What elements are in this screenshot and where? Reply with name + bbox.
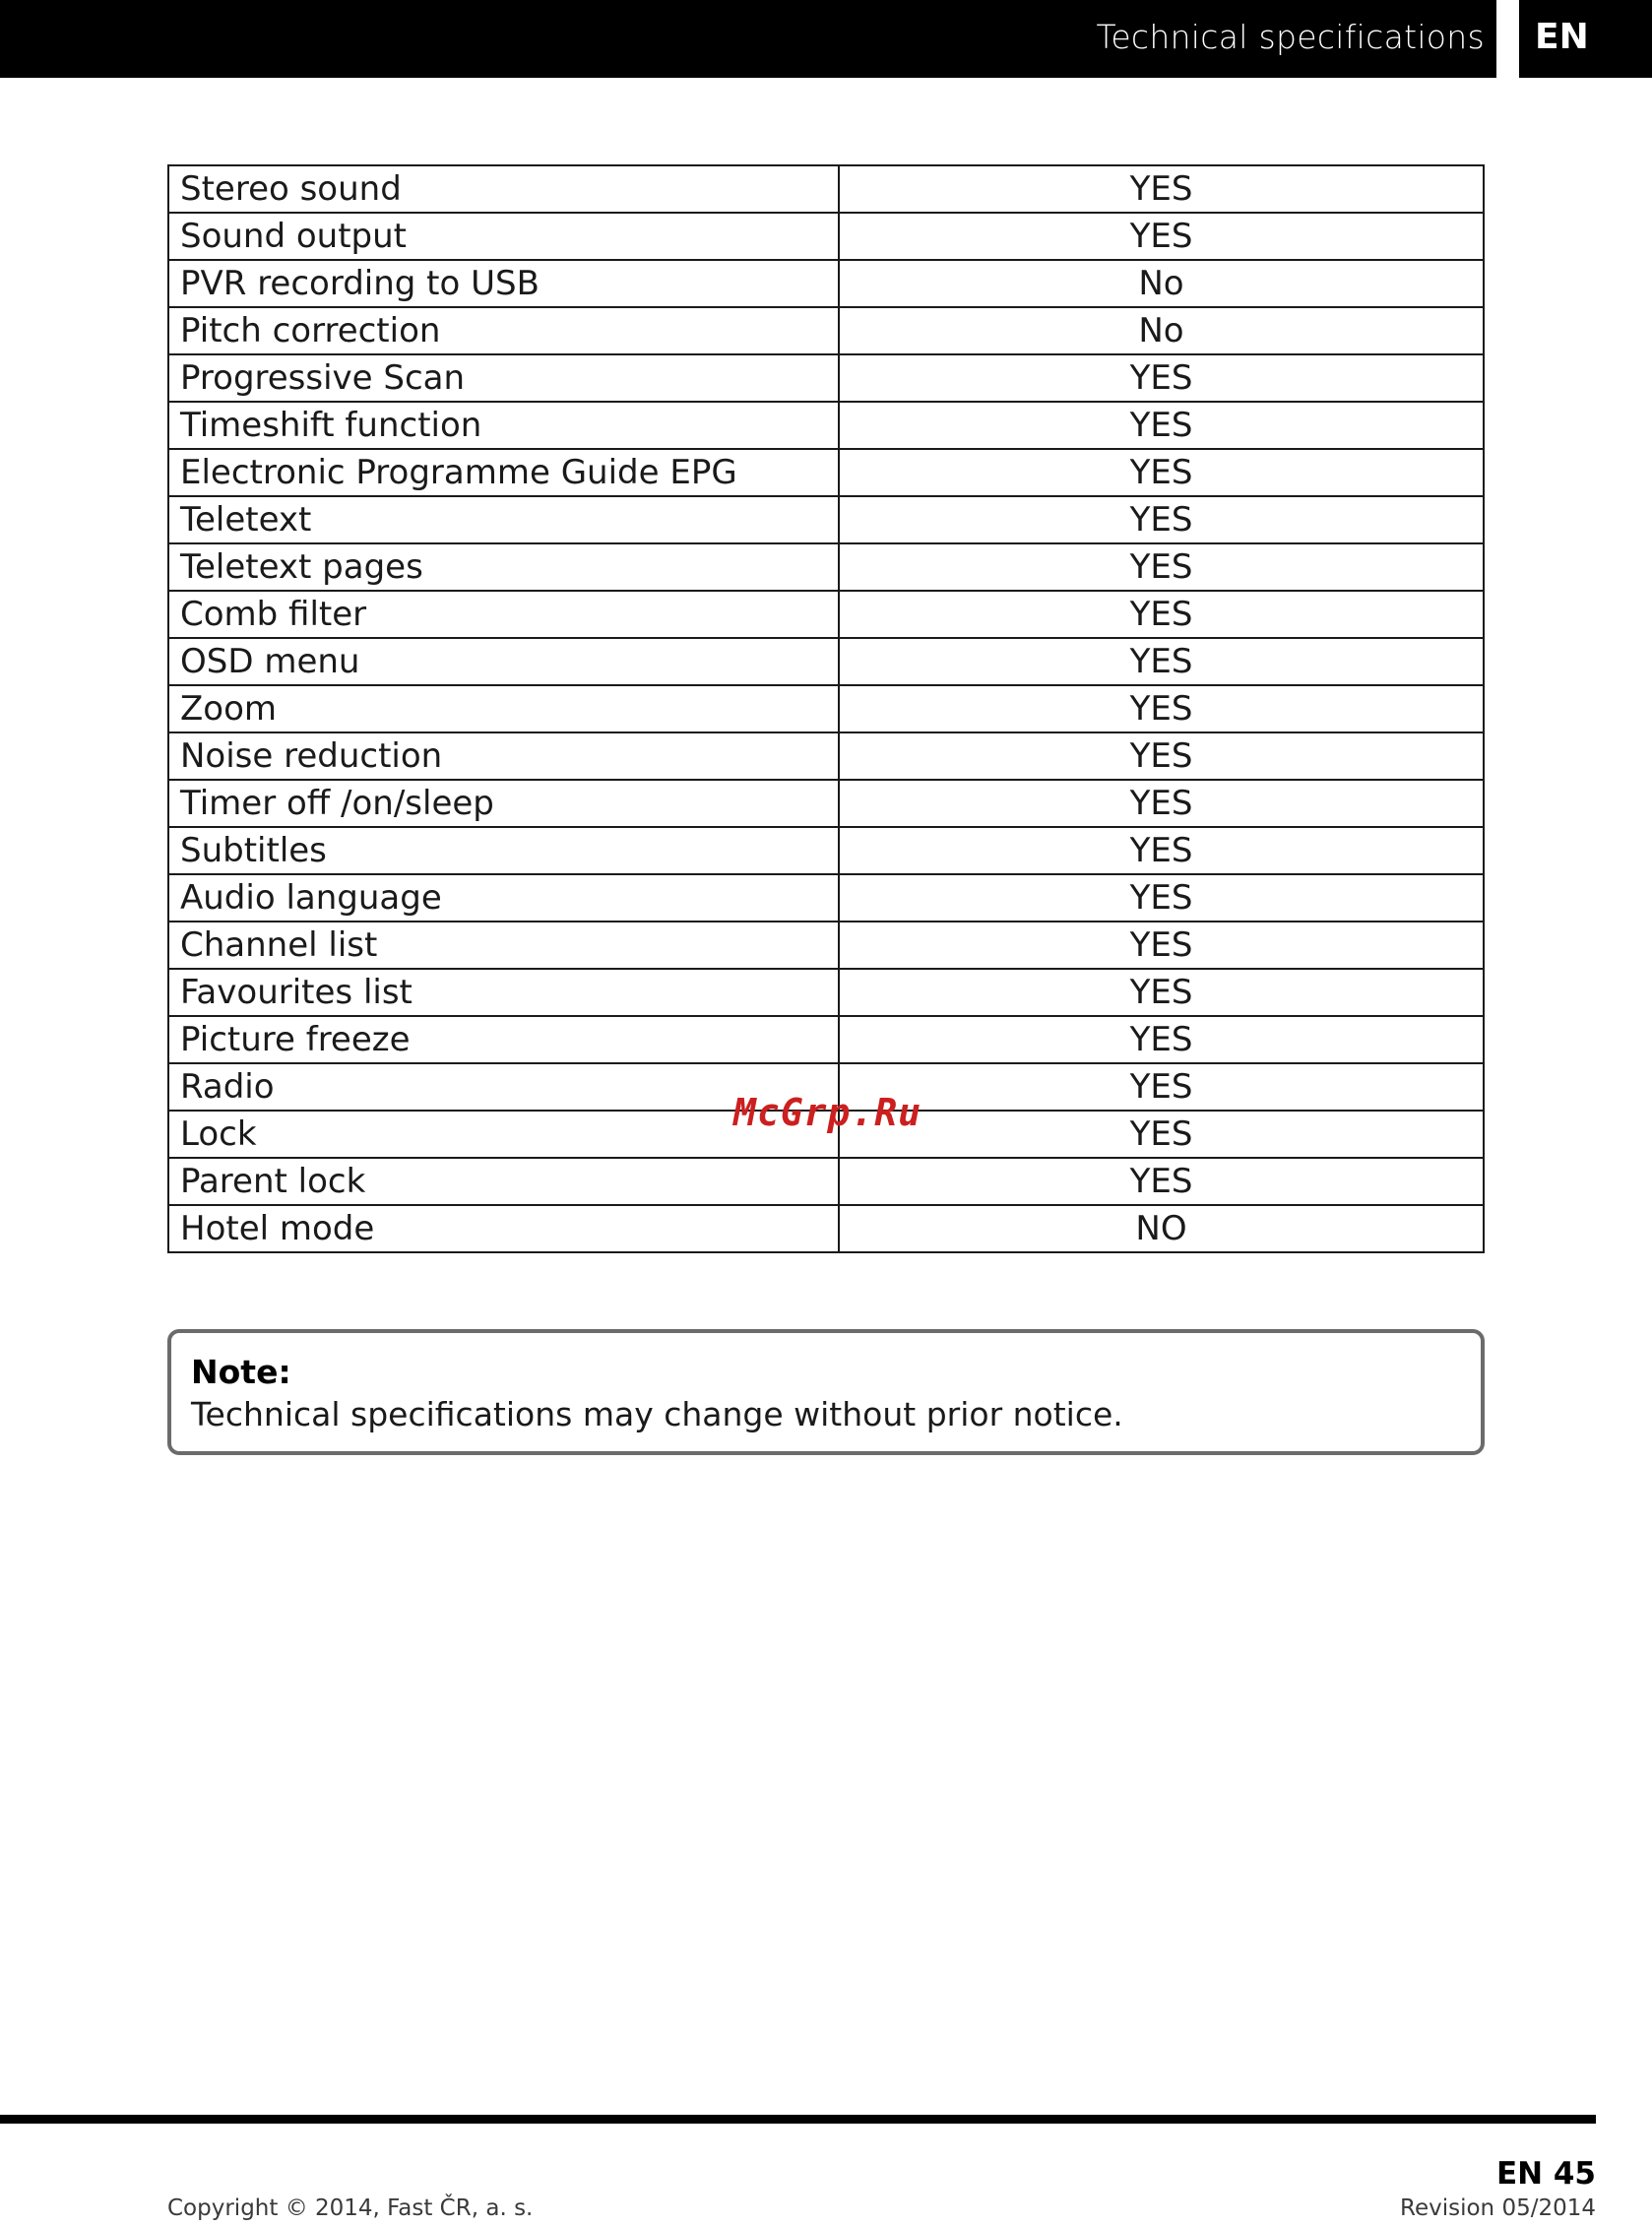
feature-cell: Comb filter [168, 591, 839, 638]
feature-cell: Timer off /on/sleep [168, 780, 839, 827]
note-text: Technical specifications may change without prior notice. [191, 1395, 1123, 1433]
section-title: Technical specifications [1096, 18, 1485, 56]
feature-cell: Progressive Scan [168, 354, 839, 402]
table-row [168, 732, 1484, 780]
value-cell: YES [839, 874, 1484, 922]
feature-cell: Picture freeze [168, 1016, 839, 1063]
table-row [168, 685, 1484, 732]
value-cell: No [839, 260, 1484, 307]
value-cell: YES [839, 449, 1484, 496]
value-cell: YES [839, 732, 1484, 780]
value-cell: YES [839, 638, 1484, 685]
table-row [168, 874, 1484, 922]
table-row [168, 260, 1484, 307]
feature-cell: Parent lock [168, 1158, 839, 1205]
value-cell: YES [839, 922, 1484, 969]
feature-cell: PVR recording to USB [168, 260, 839, 307]
feature-cell: Channel list [168, 922, 839, 969]
revision: Revision 05/2014 [1400, 2195, 1596, 2221]
table-row [168, 496, 1484, 543]
table-row [168, 543, 1484, 591]
note-title: Note: [191, 1353, 291, 1391]
feature-cell: Favourites list [168, 969, 839, 1016]
feature-cell: OSD menu [168, 638, 839, 685]
value-cell: YES [839, 780, 1484, 827]
value-cell: YES [839, 827, 1484, 874]
table-row [168, 1158, 1484, 1205]
feature-cell: Teletext pages [168, 543, 839, 591]
copyright: Copyright © 2014, Fast ČR, a. s. [167, 2195, 534, 2221]
feature-cell: Audio language [168, 874, 839, 922]
feature-cell: Teletext [168, 496, 839, 543]
value-cell: No [839, 307, 1484, 354]
footer-rule [0, 2115, 1596, 2124]
value-cell: YES [839, 1158, 1484, 1205]
spec-table-body [168, 165, 1484, 1252]
value-cell: YES [839, 685, 1484, 732]
value-cell: NO [839, 1205, 1484, 1252]
table-row [168, 591, 1484, 638]
value-cell: YES [839, 1016, 1484, 1063]
feature-cell: Subtitles [168, 827, 839, 874]
value-cell: YES [839, 591, 1484, 638]
value-cell: YES [839, 165, 1484, 213]
feature-cell: Electronic Programme Guide EPG [168, 449, 839, 496]
feature-cell: Lock [168, 1111, 839, 1158]
table-row [168, 354, 1484, 402]
table-row [168, 165, 1484, 213]
value-cell: YES [839, 1063, 1484, 1111]
table-row [168, 402, 1484, 449]
feature-cell: Noise reduction [168, 732, 839, 780]
feature-cell: Zoom [168, 685, 839, 732]
value-cell: YES [839, 496, 1484, 543]
value-cell: YES [839, 354, 1484, 402]
table-row [168, 827, 1484, 874]
table-row [168, 969, 1484, 1016]
language-code: EN [1535, 17, 1589, 57]
table-row [168, 1016, 1484, 1063]
feature-cell: Sound output [168, 213, 839, 260]
table-row [168, 922, 1484, 969]
table-row [168, 638, 1484, 685]
table-row [168, 780, 1484, 827]
value-cell: YES [839, 213, 1484, 260]
table-row [168, 307, 1484, 354]
header-bar [0, 0, 1496, 78]
language-badge [1519, 0, 1652, 78]
note-box [167, 1329, 1485, 1455]
feature-cell: Timeshift function [168, 402, 839, 449]
watermark: McGrp.Ru [733, 1091, 922, 1134]
value-cell: YES [839, 402, 1484, 449]
feature-cell: Stereo sound [168, 165, 839, 213]
value-cell: YES [839, 1111, 1484, 1158]
feature-cell: Pitch correction [168, 307, 839, 354]
feature-cell: Radio [168, 1063, 839, 1111]
value-cell: YES [839, 969, 1484, 1016]
value-cell: YES [839, 543, 1484, 591]
table-row [168, 449, 1484, 496]
table-row [168, 1205, 1484, 1252]
page-number: EN 45 [1495, 2156, 1596, 2192]
feature-cell: Hotel mode [168, 1205, 839, 1252]
table-row [168, 213, 1484, 260]
